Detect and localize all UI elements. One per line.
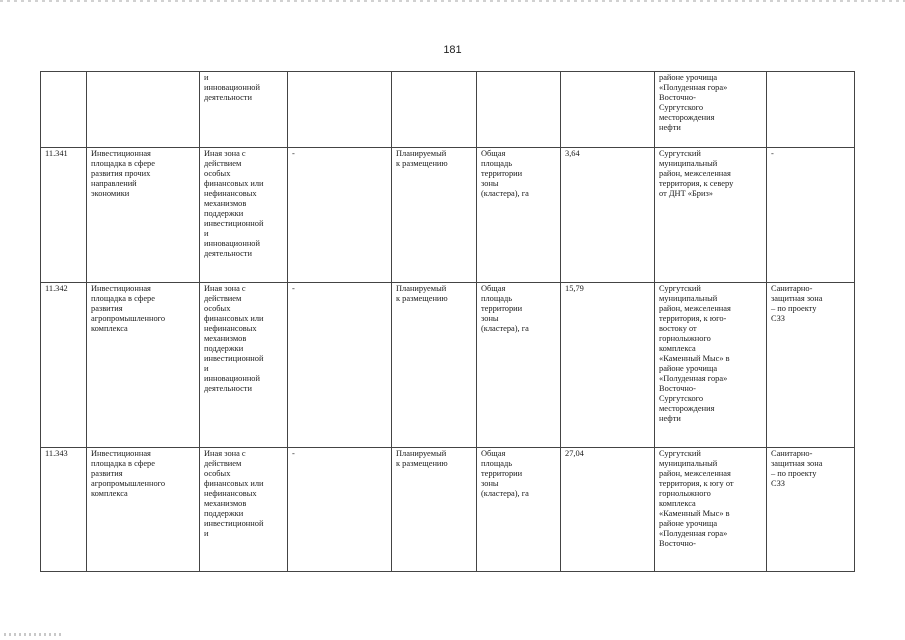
cell-number: 11.343 <box>41 448 87 572</box>
cell-location: Сургутский муниципальный район, межселенная территория, к северу от ДНТ «Бриз» <box>655 148 767 283</box>
cell-characteristic: Общая площадь территории зоны (кластера), га <box>477 283 561 448</box>
cell-number <box>41 72 87 148</box>
scan-artifact-footer <box>4 633 64 636</box>
table-row <box>41 148 855 283</box>
cell-location: Сургутский муниципальный район, межселенная территория, к югу от горнолыжного комплекса «Каменный Мыс» в районе урочища «Полуденная гора» Восточно- <box>655 448 767 572</box>
cell-number: 11.341 <box>41 148 87 283</box>
cell-status: Планируемый к размещению <box>392 283 477 448</box>
scan-artifact-top <box>0 0 905 2</box>
table-row <box>41 283 855 448</box>
table-row <box>41 448 855 572</box>
cell-value: 15,79 <box>561 283 655 448</box>
cell-name: Инвестиционная площадка в сфере развития агропромышленного комплекса <box>87 448 200 572</box>
cell-zone-type: Иная зона с действием особых финансовых или нефинансовых механизмов поддержки инвестиционной и инновационной деятельности <box>200 148 288 283</box>
cell-characteristic <box>477 72 561 148</box>
cell-name: Инвестиционная площадка в сфере развития агропромышленного комплекса <box>87 283 200 448</box>
cell-purpose: - <box>288 283 392 448</box>
cell-restriction <box>767 72 855 148</box>
zones-table <box>40 71 855 572</box>
page-number: 181 <box>443 44 462 56</box>
cell-value <box>561 72 655 148</box>
cell-status: Планируемый к размещению <box>392 148 477 283</box>
cell-restriction: - <box>767 148 855 283</box>
cell-value: 27,04 <box>561 448 655 572</box>
cell-name: Инвестиционная площадка в сфере развития прочих направлений экономики <box>87 148 200 283</box>
cell-purpose <box>288 72 392 148</box>
cell-zone-type: Иная зона с действием особых финансовых или нефинансовых механизмов поддержки инвестиционной и инновационной деятельности <box>200 283 288 448</box>
cell-location: Сургутский муниципальный район, межселенная территория, к юго- востоку от горнолыжного комплекса «Каменный Мыс» в районе урочища «Полуденная гора» Восточно- Сургутского месторождения нефти <box>655 283 767 448</box>
cell-name <box>87 72 200 148</box>
cell-restriction: Санитарно- защитная зона – по проекту СЗЗ <box>767 448 855 572</box>
cell-status: Планируемый к размещению <box>392 448 477 572</box>
cell-value: 3,64 <box>561 148 655 283</box>
cell-purpose: - <box>288 148 392 283</box>
cell-status <box>392 72 477 148</box>
cell-zone-type: Иная зона с действием особых финансовых или нефинансовых механизмов поддержки инвестиционной и <box>200 448 288 572</box>
cell-location: районе урочища «Полуденная гора» Восточно- Сургутского месторождения нефти <box>655 72 767 148</box>
cell-purpose: - <box>288 448 392 572</box>
cell-number: 11.342 <box>41 283 87 448</box>
cell-zone-type: и инновационной деятельности <box>200 72 288 148</box>
table-row <box>41 72 855 148</box>
cell-restriction: Санитарно- защитная зона – по проекту СЗЗ <box>767 283 855 448</box>
cell-characteristic: Общая площадь территории зоны (кластера), га <box>477 148 561 283</box>
cell-characteristic: Общая площадь территории зоны (кластера), га <box>477 448 561 572</box>
